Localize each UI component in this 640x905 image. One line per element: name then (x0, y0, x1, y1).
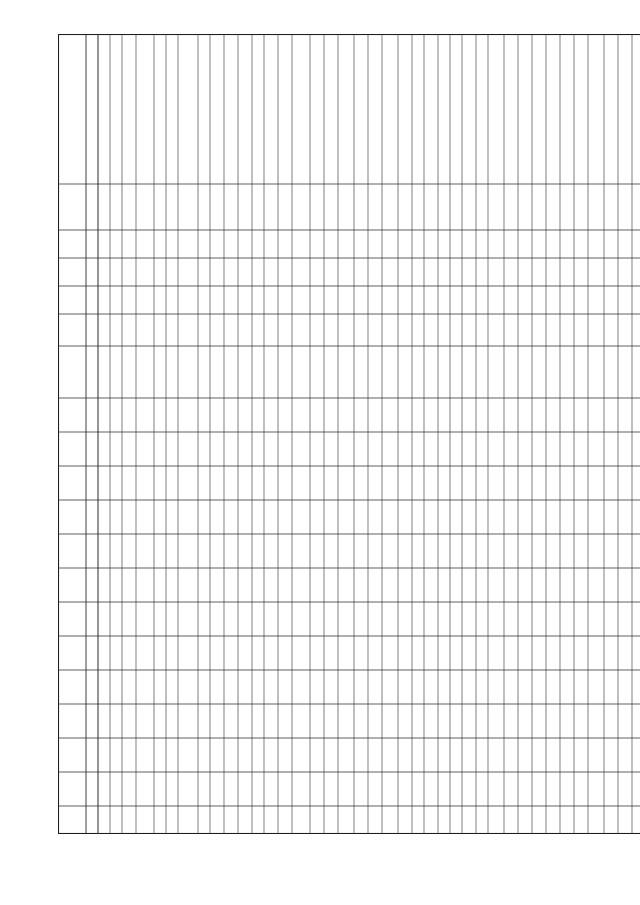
table-grid (58, 34, 640, 834)
table-outer-border (59, 35, 640, 834)
